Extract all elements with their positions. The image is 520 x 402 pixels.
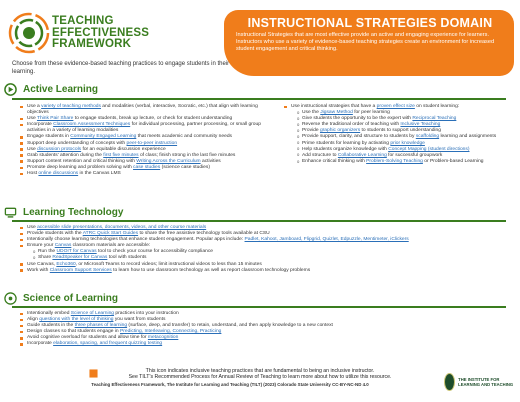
learning-technology-item: Use Canvas, Echo360, or Microsoft Teams to record videos; limit instructional videos to less than 15 minutes bbox=[20, 262, 500, 268]
framework-title bbox=[52, 16, 212, 51]
proven-strategy-item: o Use the Jigsaw Method for peer learning bbox=[297, 110, 509, 116]
proven-strategy-link[interactable]: Concept Mapping (student directions) bbox=[388, 146, 470, 152]
active-learning-link[interactable]: first five minutes bbox=[103, 152, 139, 158]
canvas-tool-link[interactable]: UDOIT for Canvas bbox=[56, 249, 97, 255]
learning-technology-item: Ensure your Canvas classroom materials are accessible: o Run the UDOIT for Canvas tool to check your course for accessibility compliance o Share ReadSpeaker for Canvas tool with students bbox=[20, 243, 500, 261]
active-learning-link[interactable]: variety of teaching methods bbox=[41, 104, 101, 109]
proven-strategy-link[interactable]: scaffolding bbox=[415, 134, 440, 140]
science-of-learning-list bbox=[20, 311, 500, 348]
active-learning-item: Grab students' attention during the first five minutes of class; finish strong in the last five minutes bbox=[20, 153, 275, 159]
active-learning-list bbox=[20, 104, 275, 177]
proven-strategy-link[interactable]: Reciprocal Teaching bbox=[412, 116, 457, 122]
active-learning-link[interactable]: Writing Across the Curriculum bbox=[136, 158, 201, 164]
proven-strategy-item: o Help students organize knowledge with Concept Mapping (student directions) bbox=[297, 147, 509, 153]
canvas-accessibility-sublist bbox=[27, 249, 500, 261]
learning-technology-header bbox=[4, 206, 123, 219]
learning-technology-item: Intentionally choose learning technologies that enhance student engagement. Popular apps include: Padlet, Kahoot, Jamboard, Flipgrid, Quizlet, Edpuzzle, Mentimeter, iClickers bbox=[20, 237, 500, 243]
learning-technology-link[interactable]: Classroom Support Services bbox=[49, 267, 112, 273]
active-learning-header bbox=[4, 83, 98, 96]
active-learning-item: Use Think Pair Share to engage students, break up lecture, or check for student understanding bbox=[20, 116, 275, 122]
learning-technology-item: Provide students with the ATRC Quick Start Guides to share the free assistive technology tools available at CSU bbox=[20, 231, 500, 237]
proven-strategy-link[interactable]: Inclusive Teaching bbox=[400, 122, 441, 128]
science-of-learning-item: Avoid cognitive overload for students and allow time for metacognition bbox=[20, 335, 500, 341]
active-learning-link[interactable]: peer-to-peer instruction bbox=[126, 140, 178, 146]
domain-banner bbox=[224, 10, 514, 76]
footer-note-line1: This icon indicates inclusive teaching practices that are fundamental to being an inclusive instructor. bbox=[145, 368, 375, 374]
active-learning-link[interactable]: Think Pair Share bbox=[36, 116, 74, 122]
framework-title-line3: FRAMEWORK bbox=[52, 38, 132, 50]
active-learning-link[interactable]: Classroom Assessment Techniques bbox=[53, 122, 131, 128]
science-of-learning-link[interactable]: Science of Learning bbox=[70, 311, 115, 316]
framework-title-line1: TEACHING bbox=[52, 15, 114, 27]
science-of-learning-item: Align questions with the level of thinking you want from students bbox=[20, 317, 500, 323]
learning-technology-list bbox=[20, 225, 500, 274]
active-learning-item: Use discussion protocols for an equitable discussion experience bbox=[20, 147, 275, 153]
science-of-learning-title: Science of Learning bbox=[23, 293, 119, 304]
footer-credit: Teaching Effectiveness Framework, The Institute for Learning and Teaching (TILT) (2023) Colorado State University CC-BY-NC-ND 4.0 bbox=[91, 382, 369, 387]
active-learning-item: Host online discussions in the Canvas LMS bbox=[20, 171, 275, 177]
domain-description: Instructional Strategies that are most effective provide an active and engaging experience for learners. Instructors who use a variety of evidence-based teaching strategies create an environment for increased student engagement and critical thinking. bbox=[236, 32, 495, 52]
science-of-learning-link[interactable]: three phases of learning bbox=[74, 323, 128, 329]
science-of-learning-icon bbox=[4, 292, 17, 305]
tef-logo-icon bbox=[8, 12, 50, 54]
proven-strategy-item: o Reverse the traditional order of teaching with Inclusive Teaching bbox=[297, 122, 509, 128]
science-of-learning-link[interactable]: metacognition bbox=[147, 335, 179, 341]
science-of-learning-link[interactable]: questions with the level of thinking bbox=[39, 317, 114, 323]
inclusive-practice-icon bbox=[89, 369, 98, 378]
active-learning-item: Promote deep learning and problem solving with case studies (science case studies) bbox=[20, 165, 275, 171]
proven-strategy-link[interactable]: prior knowledge bbox=[390, 140, 425, 146]
tilt-logo-text: THE INSTITUTE FOR LEARNING AND TEACHING bbox=[458, 377, 514, 387]
proven-strategy-link[interactable]: graphic organizers bbox=[319, 128, 361, 134]
proven-strategy-item: o Provide support, clarity, and structure to students by scaffolding learning and assignments bbox=[297, 134, 509, 140]
learning-technology-title: Learning Technology bbox=[23, 207, 124, 218]
learning-technology-link[interactable]: ATRC Quick Start Guides bbox=[82, 231, 139, 237]
science-of-learning-item: Intentionally embed Science of Learning practices into your instruction bbox=[20, 311, 500, 317]
proven-strategy-link[interactable]: Collaborative Learning bbox=[337, 152, 387, 158]
proven-effect-sublist bbox=[291, 110, 509, 165]
active-learning-item: Incorporate Classroom Assessment Techniques for individual processing, partner processing, or small group activities in a variety of learning modalities bbox=[20, 122, 275, 134]
science-of-learning-item: Guide students in the three phases of learning (surface, deep, and transfer) to retain, understand, and then apply knowledge to a new context bbox=[20, 323, 500, 329]
science-of-learning-link[interactable]: Predicting, Interleaving, Connecting, Practicing bbox=[119, 329, 222, 335]
active-learning-item: Engage students in Community Engaged Learning that meets academic and community needs bbox=[20, 134, 275, 140]
learning-technology-link[interactable]: Canvas bbox=[54, 243, 72, 249]
active-learning-link[interactable]: Community Engaged Learning bbox=[70, 134, 137, 140]
active-learning-proven-list bbox=[284, 104, 509, 165]
proven-effect-item: Use instructional strategies that have a proven effect size on student learning: o Use the Jigsaw Method for peer learning o Give students the opportunity to be the expert with Reciprocal Teaching o Reverse the traditional order of teaching with Inclusive Teaching o Provide graphic organizers to students to support understanding o Provide support, clarity, and structure to students by scaffolding learning and assignments o Prime students for learning by activating prior knowledge o Help students organize knowledge with Concept Mapping (student directions) o Add structure to Collaborative Learning for successful groupwork o Enhance critical thinking with Problem-Solving Teaching or Problem-based Learning bbox=[284, 104, 509, 165]
active-learning-item: Support deep understanding of concepts with peer-to-peer instruction bbox=[20, 141, 275, 147]
canvas-tool-item: o Share ReadSpeaker for Canvas tool with students bbox=[33, 255, 500, 261]
learning-technology-link[interactable]: Padlet, Kahoot, Jamboard, Flipgrid, Quizlet, Edpuzzle, Mentimeter, iClickers bbox=[244, 237, 409, 243]
active-learning-link[interactable]: case studies bbox=[133, 164, 161, 170]
learning-technology-item: Use accessible slide presentations, documents, videos, and other course materials bbox=[20, 225, 500, 231]
learning-technology-link[interactable]: accessible slide presentations, documents, videos, and other course materials bbox=[37, 225, 207, 230]
proven-effect-link[interactable]: proven effect size bbox=[376, 104, 415, 109]
learning-technology-divider bbox=[12, 220, 506, 222]
science-of-learning-link[interactable]: elaboration, spacing, and frequent quizzing testing bbox=[53, 341, 163, 347]
active-learning-title: Active Learning bbox=[23, 84, 99, 95]
learning-technology-icon bbox=[4, 206, 17, 219]
science-of-learning-item: Design classes so that students engage in Predicting, Interleaving, Connecting, Practicing bbox=[20, 329, 500, 335]
framework-title-line2: EFFECTIVENESS bbox=[52, 26, 150, 39]
tilt-logo bbox=[444, 370, 514, 394]
proven-strategy-item: o Provide graphic organizers to students to support understanding bbox=[297, 128, 509, 134]
proven-strategy-link[interactable]: Problem-Solving Teaching bbox=[366, 158, 423, 164]
active-learning-link[interactable]: discussion protocols bbox=[37, 146, 82, 152]
footer-note-line2: See TILT's Recommended Process for Annual Review of Teaching to learn more about how to utilize this resource. bbox=[128, 374, 392, 381]
proven-strategy-link[interactable]: Jigsaw Method bbox=[320, 110, 353, 116]
footer-note bbox=[100, 368, 420, 381]
csu-seal-icon bbox=[444, 373, 455, 391]
active-learning-divider bbox=[12, 98, 506, 100]
proven-strategy-item: o Give students the opportunity to be the expert with Reciprocal Teaching bbox=[297, 116, 509, 122]
learning-technology-link[interactable]: Echo360 bbox=[56, 261, 76, 267]
science-of-learning-header bbox=[4, 292, 118, 305]
learning-technology-item: Work with Classroom Support Services to learn how to use classroom technology as well as report classroom technology problems bbox=[20, 268, 500, 274]
active-learning-item: Use a variety of teaching methods and modalities (verbal, interactive, Socratic, etc.) that align with learning objectives bbox=[20, 104, 275, 116]
proven-strategy-item: o Add structure to Collaborative Learning for successful groupwork bbox=[297, 153, 509, 159]
proven-strategy-item: o Prime students for learning by activating prior knowledge bbox=[297, 141, 509, 147]
canvas-tool-link[interactable]: ReadSpeaker for Canvas bbox=[52, 255, 108, 261]
science-of-learning-divider bbox=[12, 306, 506, 308]
canvas-tool-item: o Run the UDOIT for Canvas tool to check your course for accessibility compliance bbox=[33, 249, 500, 255]
active-learning-link[interactable]: online discussions bbox=[38, 171, 79, 177]
active-learning-icon bbox=[4, 83, 17, 96]
proven-strategy-item: o Enhance critical thinking with Problem-Solving Teaching or Problem-based Learning bbox=[297, 159, 509, 165]
active-learning-item: Support content retention and critical thinking with Writing Across the Curriculum activities bbox=[20, 159, 275, 165]
science-of-learning-item: Incorporate elaboration, spacing, and frequent quizzing testing bbox=[20, 341, 500, 347]
domain-title: INSTRUCTIONAL STRATEGIES DOMAIN bbox=[247, 16, 493, 30]
framework-intro: Choose from these evidence-based teaching practices to engage students in their learning. bbox=[12, 61, 230, 75]
